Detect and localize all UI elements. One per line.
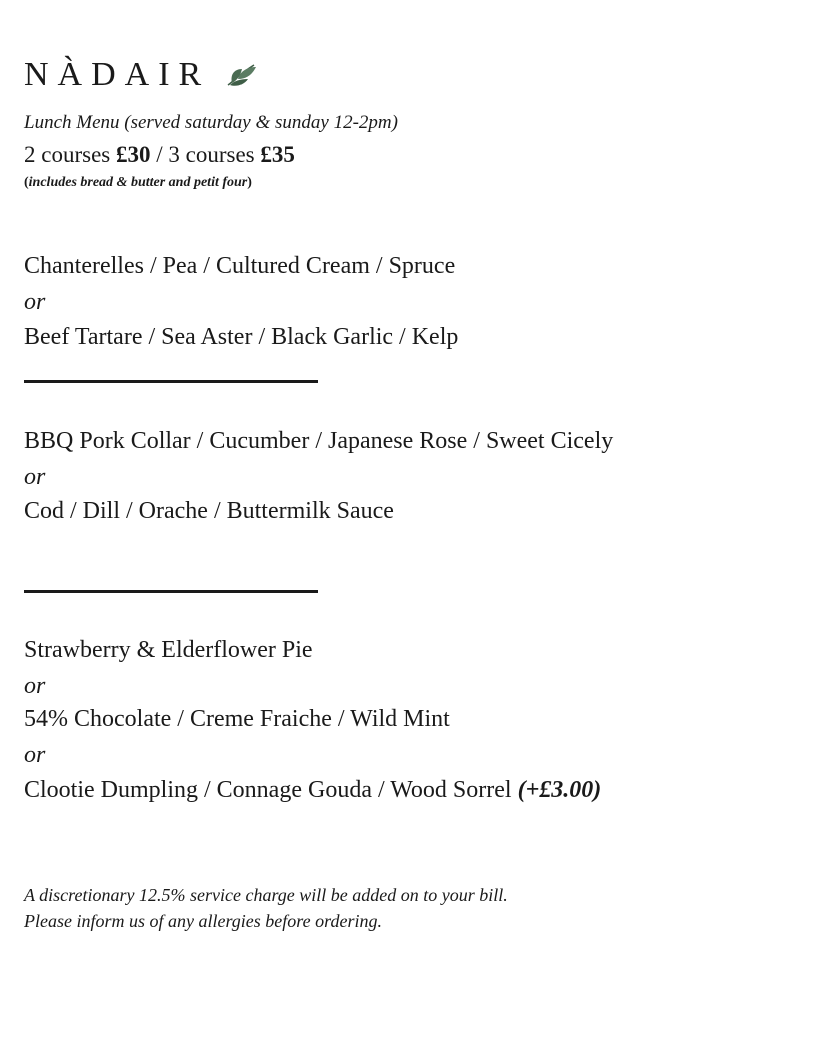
two-course-price: £30: [115, 142, 151, 167]
includes-text: includes bread & butter and petit four: [28, 175, 248, 190]
course-pricing: [24, 141, 295, 169]
dessert-or-1: or: [24, 673, 46, 699]
main-or: or: [24, 464, 46, 490]
dessert-dish-3: [24, 775, 601, 805]
includes-open-paren: (: [24, 175, 29, 190]
dessert-dish-3-name: Clootie Dumpling / Connage Gouda / Wood Sorrel: [24, 777, 512, 803]
starter-or: or: [24, 289, 46, 315]
starter-dish-2: Beef Tartare / Sea Aster / Black Garlic / Kelp: [24, 324, 459, 350]
brand-name: NÀDAIR: [24, 56, 211, 93]
main-dish-1: BBQ Pork Collar / Cucumber / Japanese Rose / Sweet Cicely: [24, 428, 614, 454]
dessert-or-2: or: [24, 742, 46, 768]
service-charge-note: A discretionary 12.5% service charge will be added on to your bill.: [24, 885, 508, 905]
three-course-price: £35: [260, 142, 295, 167]
includes-close-paren: ): [247, 175, 252, 190]
includes-note: [24, 174, 252, 192]
leaf-icon: [224, 61, 260, 89]
dessert-dish-1: Strawberry & Elderflower Pie: [24, 637, 313, 663]
starter-dish-1: Chanterelles / Pea / Cultured Cream / Spruce: [24, 253, 456, 279]
price-separator: /: [150, 142, 169, 167]
dessert-dish-2: 54% Chocolate / Creme Fraiche / Wild Mint: [24, 706, 450, 732]
menu-subtitle: Lunch Menu (served saturday & sunday 12-2pm): [24, 112, 398, 133]
three-course-label: 3 courses: [168, 142, 261, 167]
brand-header: [24, 56, 260, 94]
allergy-note: Please inform us of any allergies before ordering.: [24, 911, 382, 931]
main-dish-2: Cod / Dill / Orache / Buttermilk Sauce: [24, 498, 394, 524]
two-course-label: 2 courses: [24, 142, 116, 167]
section-divider-2: [24, 590, 318, 593]
dessert-supplement: (+£3.00): [517, 777, 602, 803]
section-divider-1: [24, 380, 318, 383]
